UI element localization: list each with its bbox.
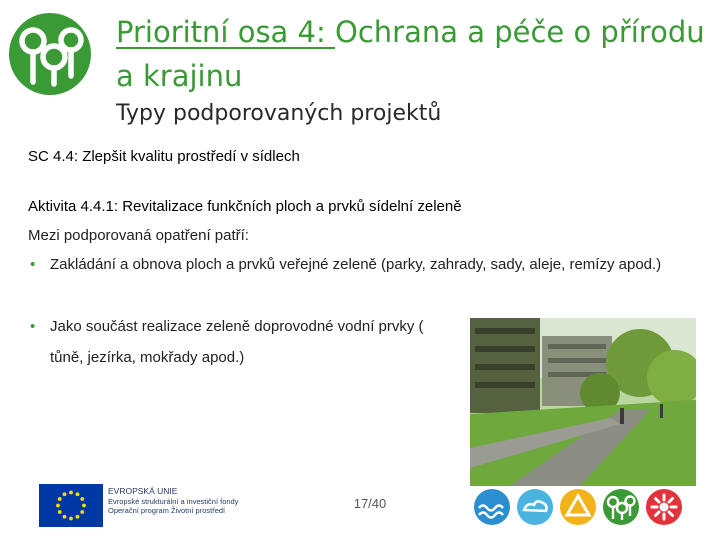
esif-label: Evropské strukturální a investiční fondy: [108, 496, 239, 506]
water-icon: [473, 488, 511, 526]
eu-funding-text: [108, 487, 238, 516]
eu-star-icon: [82, 504, 86, 508]
bullet-icon: •: [30, 318, 36, 335]
page-subtitle: Typy podporovaných projektů: [116, 101, 442, 126]
park-photo: [470, 318, 696, 486]
nature-icon: [602, 488, 640, 526]
eu-star-icon: [63, 515, 67, 519]
specific-objective-heading: SC 4.4: Zlepšit kvalitu prostředí v sídlech: [28, 148, 300, 165]
activity-heading: Aktivita 4.4.1: Revitalizace funkčních ploch a prvků sídelní zeleně: [28, 198, 462, 215]
waste-icon: [559, 488, 597, 526]
eu-flag-icon: [39, 484, 103, 527]
list-item-text: Jako součást realizace zeleně doprovodné vodní prvky ( tůně, jezírka, mokřady apod.): [50, 318, 424, 366]
intro-text: Mezi podporovaná opatření patří:: [28, 227, 249, 244]
list-item-text: Zakládání a obnova ploch a prvků veřejné zeleně (parky, zahrady, sady, aleje, remízy apod.): [50, 256, 662, 273]
air-icon: [516, 488, 554, 526]
page-number: 17/40: [353, 496, 387, 511]
eu-union-label: EVROPSKÁ UNIE: [108, 486, 178, 496]
eu-star-icon: [56, 504, 60, 508]
list-item: [30, 311, 460, 373]
eu-star-icon: [63, 492, 67, 496]
eu-star-icon: [69, 517, 73, 521]
page-title: Prioritní osa 4: Ochrana a péče o přírodu a krajinu: [116, 15, 705, 93]
risk-icon: [645, 488, 683, 526]
eu-star-icon: [76, 492, 80, 496]
op-label: Operační program Životní prostředí: [108, 506, 226, 515]
eu-star-icon: [76, 515, 80, 519]
bullet-icon: •: [30, 256, 36, 273]
list-item: [30, 249, 670, 280]
eu-star-icon: [69, 491, 73, 495]
op-logo-icon: [8, 12, 92, 96]
eu-star-icon: [80, 497, 84, 501]
eu-star-icon: [58, 497, 62, 501]
eu-star-icon: [58, 510, 62, 514]
eu-star-icon: [80, 510, 84, 514]
